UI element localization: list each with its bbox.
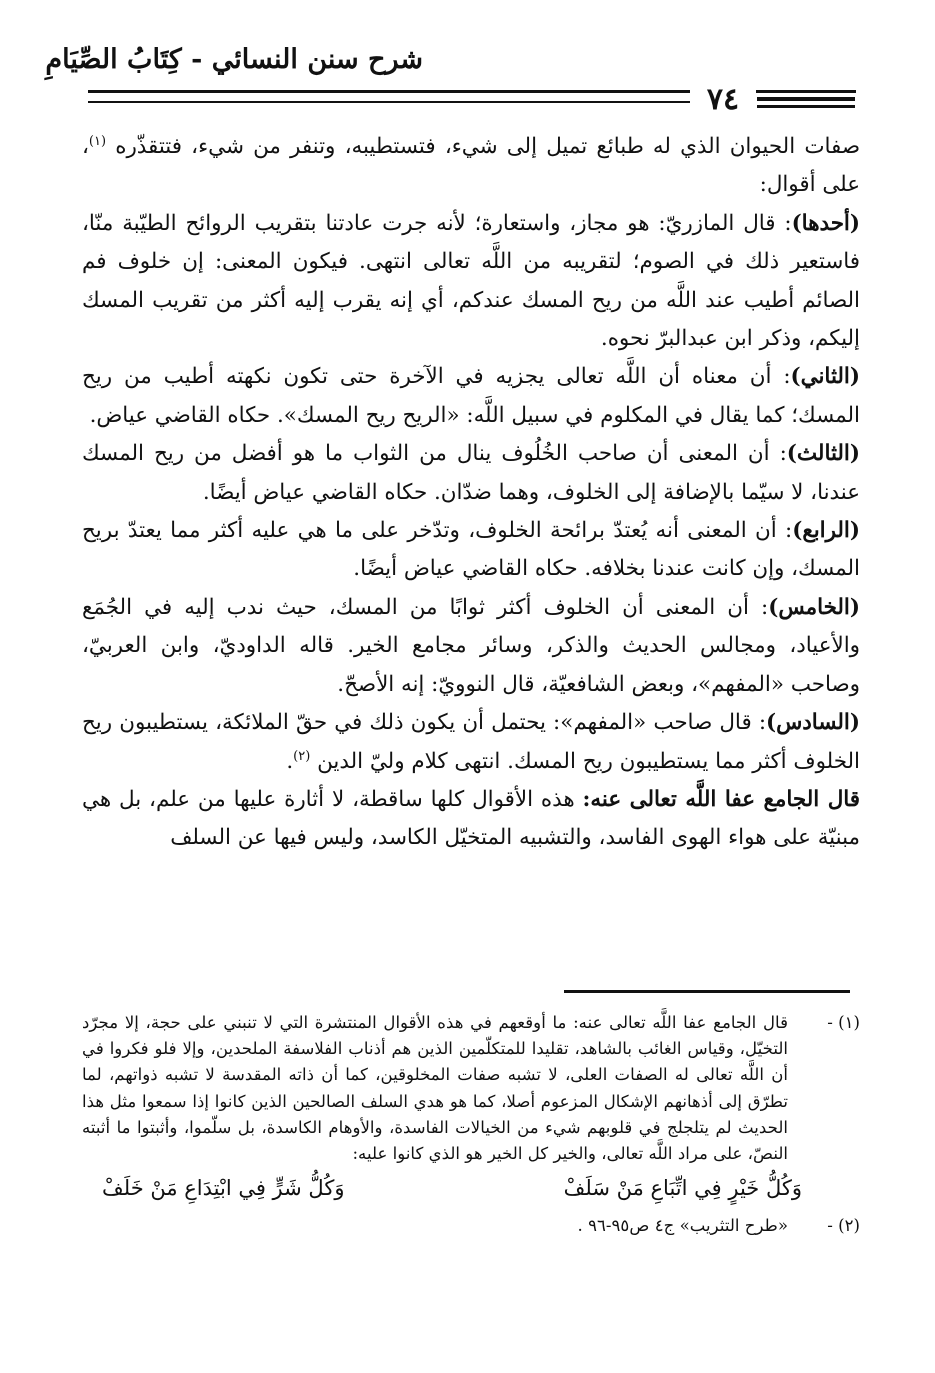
- footnote-ref-1[interactable]: (١): [88, 133, 107, 149]
- header-rule-thick-2: [757, 97, 855, 101]
- footnote-2: [82, 1213, 860, 1239]
- footnotes: [82, 1010, 860, 1239]
- poetry-verse: [82, 1167, 860, 1209]
- paragraph-intro: صفات الحيوان الذي له طبائع تميل إلى شيء، فتستطيبه، وتنفر من شيء، فتتقذّره $^{(١)}$، على أقوال:: [82, 133, 860, 198]
- label-second: (الثاني): [790, 364, 860, 390]
- header-rule-thick-1: [757, 90, 855, 93]
- label-fourth: (الرابع): [792, 518, 860, 544]
- footnote-1: [82, 1010, 860, 1167]
- label-first: (أحدها): [791, 210, 860, 236]
- running-title: شرح سنن النسائي - كِتَابُ الصِّيَامِ: [45, 44, 423, 75]
- header-rule-thick-3: [757, 105, 855, 108]
- footnote-1-text: قال الجامع عفا اللَّه تعالى عنه: ما أوقعهم في هذه الأقوال المنتشرة التي لا تنبني على حجة، إلا مجرّد التخيّل، وقياس الغائب بالشاهد، تقليدا للمتكلّمين الذين هم أذناب الفلاسفة الملحدين، وإلا فلو فكروا في أن اللَّه تعالى له الصفات العلى، لا تشبه صفات المخلوقين، كما أن ذاته المقدسة لا تشبه ذواتهم، لما تطرّق إلى أذهانهم الإشكال المزعوم أصلا، كما هو هدي السلف الصالحين الذين كانوا إذا سمعوا مثل هذا الحديث لم يتلجلج في قلوبهم شيء من الخيالات الفاسدة، والأوهام الكاسدة، بل سلّموا، وأثبتوا ما أثبته النصّ، على مراد اللَّه تعالى، والخير كل الخير هو الذي كانوا عليه:: [82, 1013, 789, 1164]
- footnote-1-number: (١) -: [827, 1013, 860, 1032]
- page-number: ٧٤: [690, 82, 756, 118]
- header-rule-middle: [88, 101, 690, 103]
- paragraph-first-opinion: (أحدها): قال المازريّ: هو مجاز، واستعارة؛ لأنه جرت عادتنا بتقريب الروائح الطيّبة منّا، فاستعير ذلك في الصوم؛ لتقريبه من اللَّه تعالى انتهى. فيكون المعنى: إن خلوف فم الصائم أطيب عند اللَّه من ريح المسك عندكم، أي إنه يقرب إليه أكثر من تقريب المسك إليكم، وذكر ابن عبدالبرّ نحوه.: [82, 210, 860, 352]
- label-third: (الثالث): [786, 441, 860, 467]
- verse-hemistich-right: وَكُلُّ خَيْرٍ فِي اتِّبَاعِ مَنْ سَلَفْ: [563, 1176, 802, 1201]
- paragraph-second-opinion: (الثاني): أن معناه أن اللَّه تعالى يجزيه في الآخرة حتى تكون نكهته أطيب من ريح المسك؛ كما يقال في المكلوم في سبيل اللَّه: «الريح ريح المسك». حكاه القاضي عياض.: [82, 364, 860, 428]
- paragraph-third-opinion: (الثالث): أن المعنى أن صاحب الخُلُوف ينال من الثواب ما هو أفضل من ريح المسك عندنا، لا سيّما بالإضافة إلى الخلوف، وهما ضدّان. حكاه القاضي عياض أيضًا.: [82, 441, 860, 505]
- label-sixth: (السادس): [766, 710, 860, 736]
- paragraph-fourth-opinion: (الرابع): أن المعنى أنه يُعتدّ برائحة الخلوف، وتدّخر على ما هي عليه أكثر مما يعتدّ بريح المسك، وإن كانت عندنا بخلافه. حكاه القاضي عياض أيضًا.: [82, 518, 860, 582]
- paragraph-sixth-opinion: (السادس): قال صاحب «المفهم»: يحتمل أن يكون ذلك في حقّ الملائكة، يستطيبون ريح الخلوف أكثر مما يستطيبون ريح المسك. انتهى كلام وليّ الدين $^{(٢)}$.: [82, 710, 860, 774]
- label-compiler: قال الجامع عفا اللَّه تعالى عنه:: [582, 786, 860, 812]
- footnote-ref-2[interactable]: (٢): [293, 748, 311, 764]
- paragraph-compiler-comment: قال الجامع عفا اللَّه تعالى عنه: هذه الأقوال كلها ساقطة، لا أثارة عليها من علم، بل هي مبنيّة على هواء الهوى الفاسد، والتشبيه المتخيّل الكاسد، وليس فيها عن السلف: [82, 786, 860, 851]
- footnote-2-text: «طرح التثريب» ج٤ ص٩٥-٩٦ .: [577, 1216, 788, 1236]
- verse-hemistich-left: وَكُلُّ شَرٍّ فِي ابْتِدَاعِ مَنْ خَلَفْ: [102, 1176, 345, 1201]
- footnote-2-number: (٢) -: [827, 1216, 860, 1236]
- label-fifth: (الخامس): [768, 594, 860, 620]
- paragraph-fifth-opinion: (الخامس): أن المعنى أن الخلوف أكثر ثوابًا من المسك، حيث ندب إليه في الجُمَع والأعياد، ومجالس الحديث والذكر، وسائر مجامع الخير. قاله الداوديّ، وابن العربيّ، وصاحب «المفهم»، وبعض الشافعيّة، قال النوويّ: إنه الأصحّ.: [82, 594, 860, 697]
- main-text: [82, 128, 860, 858]
- footnote-separator: [564, 990, 850, 993]
